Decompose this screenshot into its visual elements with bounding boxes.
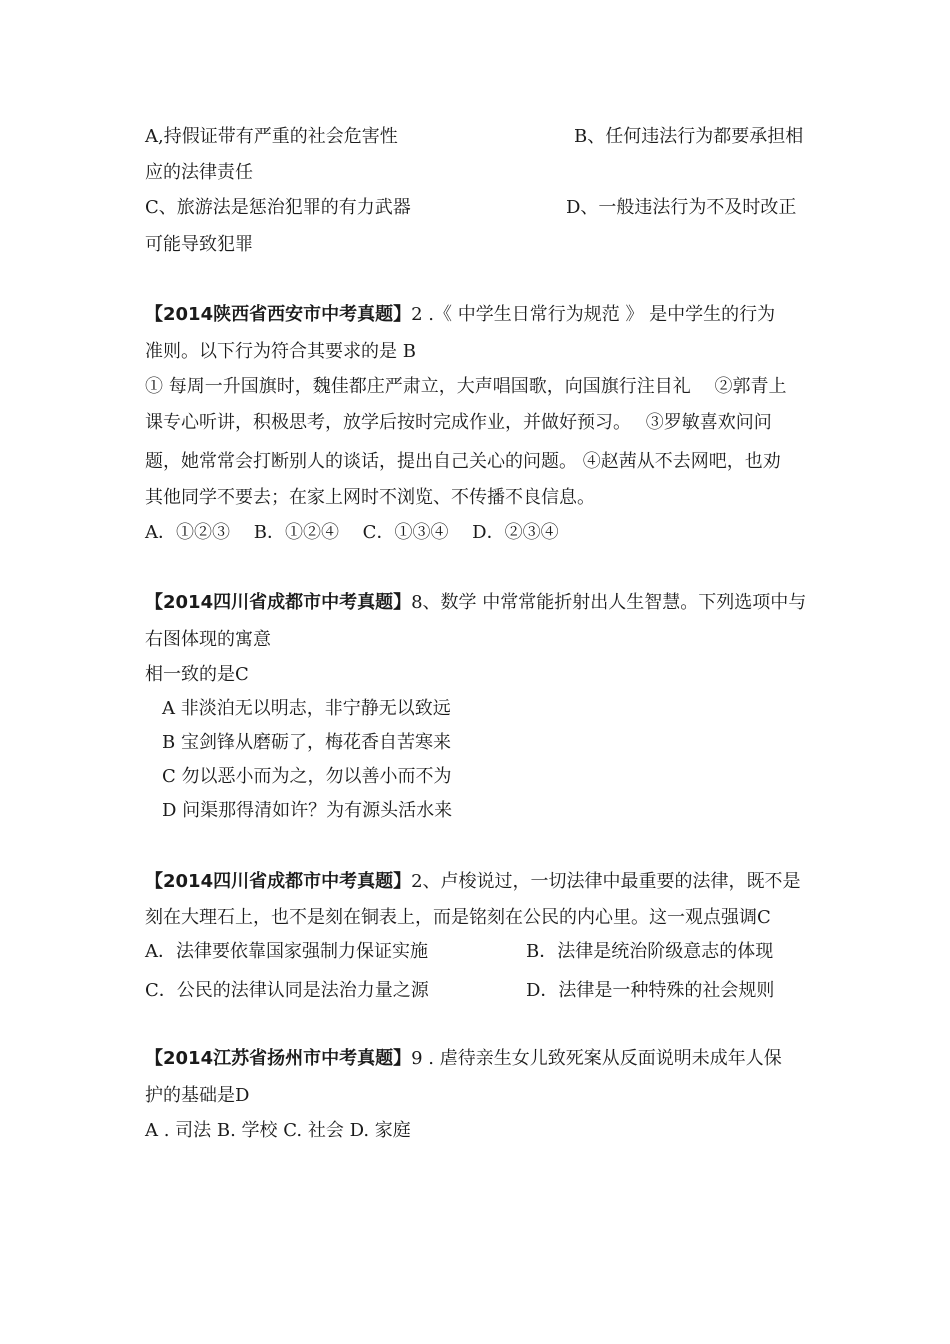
q4-stem-text: 2、卢梭说过，一切法律中最重要的法律，既不是 <box>411 871 801 892</box>
q3-stem-line-2: 右图体现的寓意 <box>145 629 271 650</box>
q1-option-d-continued: 可能导致犯罪 <box>145 234 253 255</box>
q5-stem-line-1 <box>145 1047 782 1071</box>
q2-source: 【2014陕西省西安市中考真题】 <box>145 304 412 325</box>
q4-option-c: C．公民的法律认同是法治力量之源 <box>145 980 429 1001</box>
q3-source: 【2014四川省成都市中考真题】 <box>145 592 412 613</box>
q4-option-a: A．法律要依靠国家强制力保证实施 <box>145 941 428 962</box>
q3-stem-line-1 <box>145 591 806 615</box>
q5-stem-line-2: 护的基础是D <box>145 1085 250 1106</box>
q3-stem-text: 8、数学 中常常能折射出人生智慧。下列选项中与 <box>411 592 807 613</box>
q3-stem-line-3: 相一致的是C <box>145 664 249 685</box>
q1-option-b: B、任何违法行为都要承担相 <box>574 126 804 147</box>
q4-stem-line-2: 刻在大理石上，也不是刻在铜表上，而是铭刻在公民的内心里。这一观点强调C <box>145 907 771 928</box>
q5-source: 【2014江苏省扬州市中考真题】 <box>145 1048 412 1069</box>
q2-stem-text: 2 .《 中学生日常行为规范 》 是中学生的行为 <box>411 304 776 325</box>
q2-body-line-4: 其他同学不要去；在家上网时不浏览、不传播不良信息。 <box>145 487 595 508</box>
q2-options: A．①②③ B．①②④ C．①③④ D．②③④ <box>145 522 559 543</box>
q2-stem-line-1 <box>145 303 775 327</box>
q4-source: 【2014四川省成都市中考真题】 <box>145 871 412 892</box>
q3-option-b: B 宝剑锋从磨砺了，梅花香自苦寒来 <box>162 732 451 753</box>
q2-body-line-3: 题，她常常会打断别人的谈话，提出自己关心的问题。 ④赵茜从不去网吧，也劝 <box>145 451 781 472</box>
q2-stem-line-2: 准则。以下行为符合其要求的是 B <box>145 341 416 362</box>
q1-option-c: C、旅游法是惩治犯罪的有力武器 <box>145 197 411 218</box>
q2-body-line-2: 课专心听讲，积极思考，放学后按时完成作业，并做好预习。 ③罗敏喜欢问问 <box>145 412 772 433</box>
q4-stem-line-1 <box>145 870 801 894</box>
q5-options: A . 司法 B. 学校 C. 社会 D. 家庭 <box>145 1120 411 1141</box>
q1-option-b-continued: 应的法律责任 <box>145 162 253 183</box>
q3-option-a: A 非淡泊无以明志，非宁静无以致远 <box>162 698 451 719</box>
q3-option-c: C 勿以恶小而为之，勿以善小而不为 <box>162 766 452 787</box>
q4-option-b: B．法律是统治阶级意志的体现 <box>526 941 774 962</box>
q1-option-d: D、一般违法行为不及时改正 <box>566 197 797 218</box>
q4-option-d: D．法律是一种特殊的社会规则 <box>526 980 775 1001</box>
q3-option-d: D 问渠那得清如许？为有源头活水来 <box>162 800 453 821</box>
q5-stem-text: 9 . 虐待亲生女儿致死案从反面说明未成年人保 <box>411 1048 782 1069</box>
q2-body-line-1: ① 每周一升国旗时，魏佳都庄严肃立，大声唱国歌，向国旗行注目礼 ②郭青上 <box>145 376 787 397</box>
q1-option-a: A,持假证带有严重的社会危害性 <box>145 126 398 147</box>
